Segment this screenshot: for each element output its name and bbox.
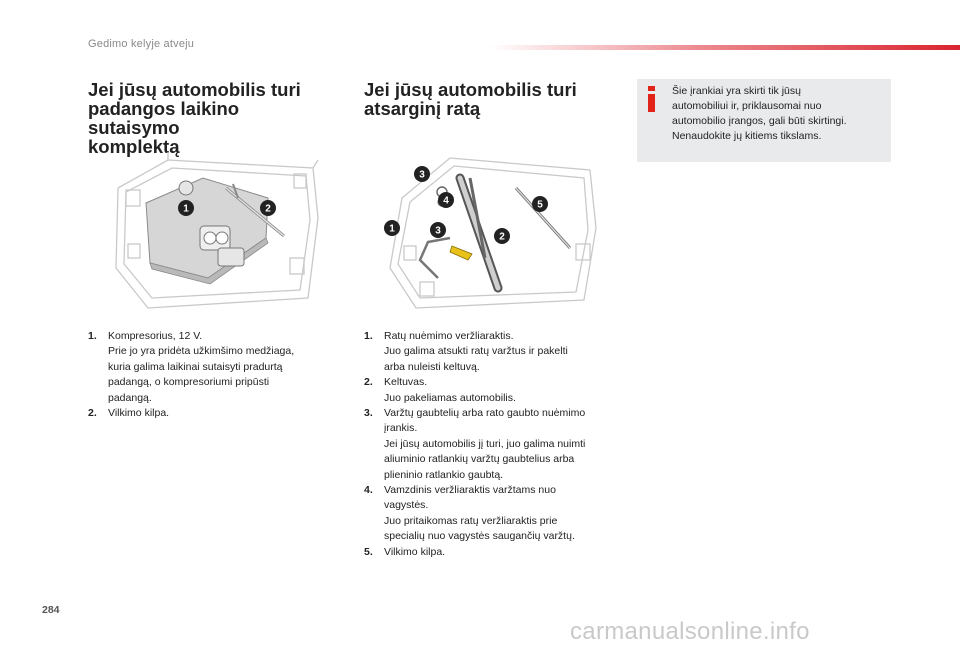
- middle-title-line: Jei jūsų automobilis turi: [364, 79, 577, 100]
- middle-title: [364, 80, 609, 118]
- item-line: padangą, o kompresoriumi pripūsti: [108, 376, 270, 389]
- callout-badge: 5: [537, 199, 543, 211]
- item-line: Ratų nuėmimo veržliaraktis.: [384, 330, 514, 342]
- middle-item-list: [364, 329, 619, 560]
- callout-badge: 4: [443, 195, 449, 207]
- item-line: Vilkimo kilpa.: [384, 545, 446, 558]
- info-line: Šie įrankiai yra skirti tik jūsų: [672, 85, 801, 97]
- repair-kit-illustration: [108, 148, 326, 316]
- left-title-line: Jei jūsų automobilis turi: [88, 79, 301, 100]
- info-line: automobiliui ir, priklausomai nuo: [672, 100, 822, 112]
- item-number: 2.: [88, 407, 97, 420]
- callout-badge: 3: [435, 225, 441, 237]
- item-line: Juo galima atsukti ratų varžtus ir pakelti: [384, 345, 568, 358]
- item-line: Kompresorius, 12 V.: [108, 330, 203, 342]
- list-item: [364, 483, 619, 545]
- list-item: [88, 406, 338, 421]
- item-line: kuria galima laikinai sutaisyti pradurtą: [108, 360, 283, 373]
- item-line: Vamzdinis veržliaraktis varžtams nuo: [384, 484, 556, 497]
- info-line: Nenaudokite jų kitiems tikslams.: [672, 130, 822, 142]
- item-line: Keltuvas.: [384, 376, 428, 389]
- item-number: 1.: [364, 330, 373, 342]
- item-line: Juo pritaikomas ratų veržliaraktis prie: [384, 514, 558, 527]
- item-line: Juo pakeliamas automobilis.: [384, 391, 516, 404]
- item-number: 3.: [364, 407, 373, 420]
- middle-title-line: atsarginį ratą: [364, 98, 481, 119]
- item-line: plieninio ratlankio gaubtą.: [384, 468, 504, 481]
- callout-badge: 1: [183, 203, 189, 215]
- list-item: [364, 329, 619, 375]
- info-icon: [648, 86, 655, 112]
- list-item: [88, 329, 338, 406]
- callout-badge: 3: [419, 169, 425, 181]
- header-accent-bar: [490, 45, 960, 50]
- item-line: įrankis.: [384, 422, 418, 435]
- page-number: 284: [42, 604, 60, 616]
- list-item: [364, 375, 619, 406]
- left-title-line: komplektą: [88, 136, 180, 157]
- info-line: automobilio įrangos, gali būti skirtingi.: [672, 115, 847, 127]
- left-item-list: [88, 329, 338, 421]
- section-label: Gedimo kelyje atveju: [88, 38, 195, 50]
- list-item: [364, 545, 619, 560]
- callout-badge: 2: [499, 231, 505, 243]
- spare-wheel-tools-illustration: [380, 148, 606, 316]
- item-number: 1.: [88, 330, 97, 342]
- item-line: vagystės.: [384, 499, 429, 512]
- item-line: Varžtų gaubtelių arba rato gaubto nuėmimo: [384, 407, 586, 420]
- callout-badge: 2: [265, 203, 271, 215]
- callout-badge: 1: [389, 223, 395, 235]
- item-line: Vilkimo kilpa.: [108, 407, 170, 420]
- left-title: [88, 80, 333, 156]
- item-line: Prie jo yra pridėta užkimšimo medžiaga,: [108, 345, 295, 358]
- left-title-line: padangos laikino sutaisymo: [88, 98, 240, 138]
- item-line: aliuminio ratlankių varžtų gaubtelius arba: [384, 453, 575, 466]
- item-number: 4.: [364, 484, 373, 497]
- watermark: carmanualsonline.info: [570, 618, 810, 645]
- item-line: specialių nuo vagystės saugančių varžtų.: [384, 530, 575, 543]
- item-line: arba nuleisti keltuvą.: [384, 360, 480, 373]
- item-line: Jei jūsų automobilis jį turi, juo galima nuimti: [384, 437, 586, 450]
- info-note-text: [672, 84, 884, 144]
- item-number: 2.: [364, 376, 373, 389]
- item-line: padangą.: [108, 391, 152, 404]
- item-number: 5.: [364, 545, 373, 558]
- list-item: [364, 406, 619, 483]
